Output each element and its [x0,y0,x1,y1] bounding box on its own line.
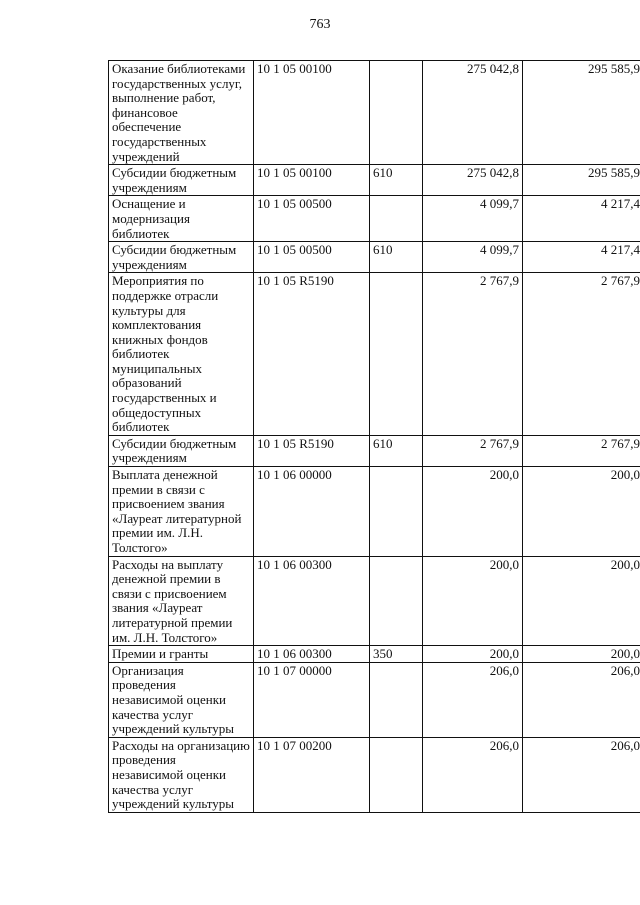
table-row [109,646,640,663]
row-amount-2-cell: 2 767,9 [523,273,640,436]
row-code-cell: 10 1 06 00300 [254,646,370,663]
row-type-cell [370,662,423,737]
page-number: 763 [309,17,331,32]
row-amount-2-cell: 2 767,9 [523,435,640,466]
row-amount-1-cell: 206,0 [423,662,523,737]
row-amount-2-cell: 295 585,9 [523,61,640,165]
row-name-cell: Субсидии бюджетным учреждениям [109,242,254,273]
row-code-cell: 10 1 05 R5190 [254,435,370,466]
row-type-cell [370,556,423,646]
row-name-cell: Расходы на выплату денежной премии в связи с присвоением звания «Лауреат литературной премии им. Л.Н. Толстого» [109,556,254,646]
table-row [109,737,640,812]
row-type-cell [370,467,423,557]
row-code-cell: 10 1 05 00100 [254,61,370,165]
row-type-cell [370,61,423,165]
row-code-cell: 10 1 07 00000 [254,662,370,737]
table-row [109,165,640,196]
row-name-cell: Выплата денежной премии в связи с присвоением звания «Лауреат литературной премии им. Л.Н. Толстого» [109,467,254,557]
row-name-cell: Премии и гранты [109,646,254,663]
row-code-cell: 10 1 05 00500 [254,242,370,273]
budget-table [108,60,640,813]
row-amount-1-cell: 200,0 [423,467,523,557]
table-row [109,467,640,557]
row-code-cell: 10 1 05 00500 [254,196,370,242]
row-code-cell: 10 1 05 00100 [254,165,370,196]
row-amount-1-cell: 2 767,9 [423,273,523,436]
row-type-cell: 610 [370,242,423,273]
row-name-cell: Оказание библиотеками государственных услуг, выполнение работ, финансовое обеспечение государственных учреждений [109,61,254,165]
table-row [109,273,640,436]
row-amount-1-cell: 275 042,8 [423,165,523,196]
row-code-cell: 10 1 05 R5190 [254,273,370,436]
row-name-cell: Субсидии бюджетным учреждениям [109,435,254,466]
row-amount-1-cell: 200,0 [423,556,523,646]
row-type-cell: 610 [370,435,423,466]
row-amount-1-cell: 206,0 [423,737,523,812]
row-type-cell: 350 [370,646,423,663]
row-amount-2-cell: 206,0 [523,662,640,737]
row-amount-1-cell: 4 099,7 [423,242,523,273]
row-name-cell: Расходы на организацию проведения независимой оценки качества услуг учреждений культуры [109,737,254,812]
row-type-cell [370,737,423,812]
table-row [109,662,640,737]
row-amount-1-cell: 2 767,9 [423,435,523,466]
row-amount-1-cell: 200,0 [423,646,523,663]
row-code-cell: 10 1 06 00300 [254,556,370,646]
row-type-cell [370,273,423,436]
row-amount-1-cell: 4 099,7 [423,196,523,242]
row-amount-2-cell: 206,0 [523,737,640,812]
table-row [109,196,640,242]
row-amount-2-cell: 4 217,4 [523,196,640,242]
row-amount-2-cell: 200,0 [523,556,640,646]
row-name-cell: Оснащение и модернизация библиотек [109,196,254,242]
table-row [109,242,640,273]
row-type-cell: 610 [370,165,423,196]
table-row [109,556,640,646]
table-row [109,435,640,466]
budget-table-body [109,61,640,813]
row-amount-2-cell: 4 217,4 [523,242,640,273]
row-name-cell: Субсидии бюджетным учреждениям [109,165,254,196]
row-name-cell: Организация проведения независимой оценки качества услуг учреждений культуры [109,662,254,737]
row-amount-1-cell: 275 042,8 [423,61,523,165]
row-type-cell [370,196,423,242]
row-amount-2-cell: 200,0 [523,646,640,663]
row-name-cell: Мероприятия по поддержке отрасли культуры для комплектования книжных фондов библиотек муниципальных образований государственных и общедоступных библиотек [109,273,254,436]
row-amount-2-cell: 295 585,9 [523,165,640,196]
row-code-cell: 10 1 07 00200 [254,737,370,812]
row-amount-2-cell: 200,0 [523,467,640,557]
row-code-cell: 10 1 06 00000 [254,467,370,557]
table-row [109,61,640,165]
